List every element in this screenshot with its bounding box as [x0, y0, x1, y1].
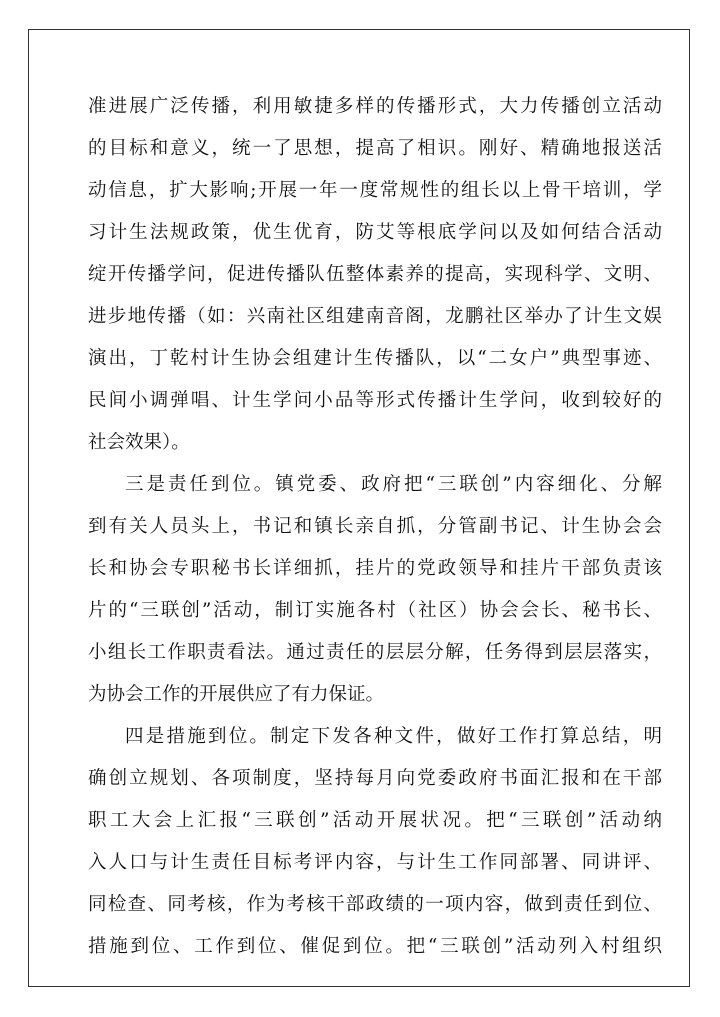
- text-line: 为协会工作的开展供应了有力保证。: [88, 684, 385, 705]
- text-line: 准进展广泛传播，利用敏捷多样的传播形式，大力传播创立活动: [88, 96, 662, 117]
- paragraph-start-line: 四是措施到位。制定下发各种文件，做好工作打算总结，明: [125, 726, 662, 747]
- paragraph-start-line: 三是责任到位。镇党委、政府把“三联创”内容细化、分解: [125, 474, 662, 495]
- text-line: 措施到位、工作到位、催促到位。把“三联创”活动列入村组织: [88, 936, 662, 957]
- text-line: 进步地传播（如：兴南社区组建南音阁，龙鹏社区举办了计生文娱: [88, 306, 662, 327]
- text-line: 确创立规划、各项制度，坚持每月向党委政府书面汇报和在干部: [88, 768, 662, 789]
- text-line: 小组长工作职责看法。通过责任的层层分解，任务得到层层落实，: [88, 642, 662, 663]
- text-line: 片的“三联创”活动，制订实施各村（社区）协会会长、秘书长、: [88, 600, 662, 621]
- text-line: 的目标和意义，统一了思想，提高了相识。刚好、精确地报送活: [88, 138, 662, 159]
- text-line: 长和协会专职秘书长详细抓，挂片的党政领导和挂片干部负责该: [88, 558, 662, 579]
- text-line: 社会效果）。: [88, 432, 190, 453]
- text-line: 绽开传播学问，促进传播队伍整体素养的提高，实现科学、文明、: [88, 264, 662, 285]
- text-line: 职工大会上汇报“三联创”活动开展状况。把“三联创”活动纳: [88, 810, 662, 831]
- text-line: 到有关人员头上，书记和镇长亲自抓，分管副书记、计生协会会: [88, 516, 662, 537]
- text-line: 习计生法规政策，优生优育，防艾等根底学问以及如何结合活动: [88, 222, 662, 243]
- text-line: 民间小调弹唱、计生学问小品等形式传播计生学问，收到较好的: [88, 390, 662, 411]
- text-line: 动信息，扩大影响;开展一年一度常规性的组长以上骨干培训，学: [88, 180, 662, 201]
- body-text: [88, 86, 662, 968]
- text-line: 同检查、同考核，作为考核干部政绩的一项内容，做到责任到位、: [88, 894, 662, 915]
- text-line: 演出，丁乾村计生协会组建计生传播队，以“二女户”典型事迹、: [88, 348, 662, 369]
- text-line: 入人口与计生责任目标考评内容，与计生工作同部署、同讲评、: [88, 852, 662, 873]
